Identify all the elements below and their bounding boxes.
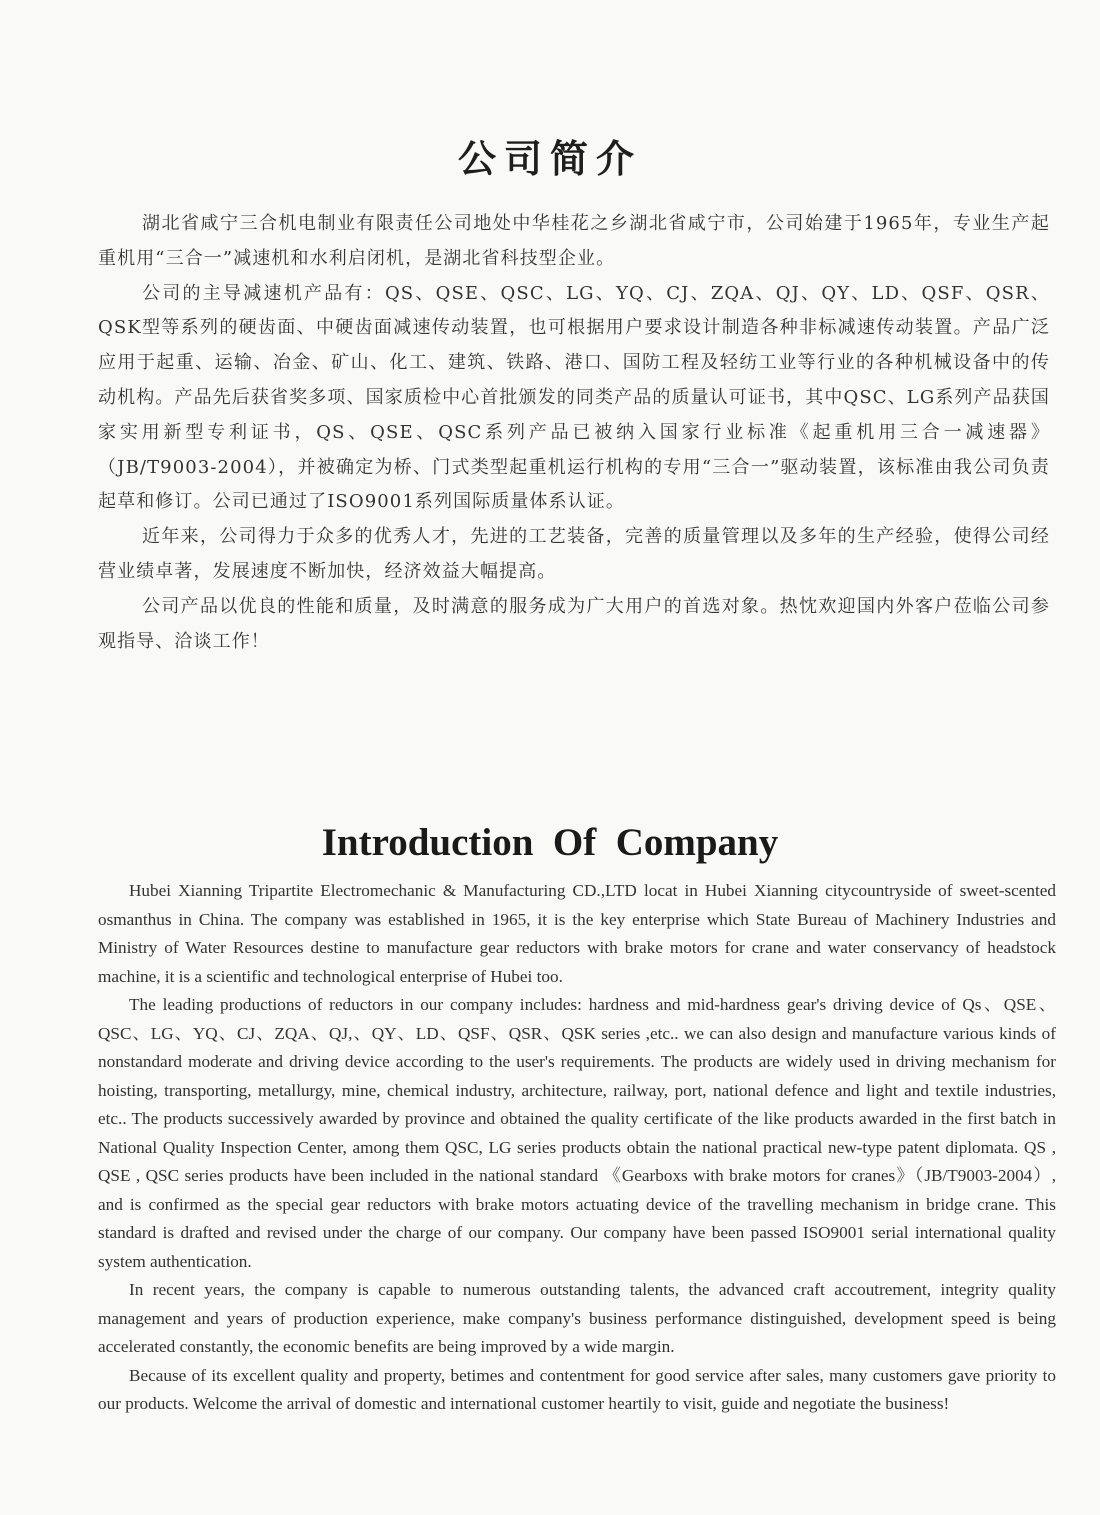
chinese-paragraph-3: 近年来，公司得力于众多的优秀人才，先进的工艺装备，完善的质量管理以及多年的生产经验，使得公司经营业绩卓著，发展速度不断加快，经济效益大幅提高。 [98,526,1050,582]
chinese-body [98,207,1050,659]
chinese-title: 公司简介 [457,137,642,181]
chinese-paragraph-4: 公司产品以优良的性能和质量，及时满意的服务成为广大用户的首选对象。热忱欢迎国内外客户莅临公司参观指导、洽谈工作！ [98,595,1050,652]
english-paragraph-4: Because of its excellent quality and property, betimes and contentment for good service after sales, many customers gave priority to our products. Welcome the arrival of domestic and international customer heartily to visit, guide and negotiate the business! [98,1365,1056,1413]
english-paragraph-1: Hubei Xianning Tripartite Electromechanic & Manufacturing CD.,LTD locat in Hubei Xianning citycountryside of sweet-scented osmanthus in China. The company was established in 1965, it is the key enterprise which State Bureau of Machinery Industries and Ministry of Water Resources destine to manufacture gear reductors with brake motors for crane and water conservancy of headstock machine, it is a scientific and technological enterprise of Hubei too. [98,881,1056,986]
english-paragraph-2: The leading productions of reductors in our company includes: hardness and mid-hardness gear's driving device of Qs、QSE、QSC、LG、YQ、CJ、ZQA、QJ,、QY、LD、QSF、QSR、QSK series ,etc.. we can also design and manufacture various kinds of nonstandard moderate and driving device according to the user's requirements. The products are widely used in driving mechanism for hoisting, transporting, metallurgy, mine, chemical industry, architecture, railway, port, national defence and light and textile industries, etc.. The products successively awarded by province and obtained the quality certificate of the like products awarded in the first batch in National Quality Inspection Center, among them QSC, LG series products obtain the national practical new-type patent diplomata. QS , QSE , QSC series products have been included in the national standard 《Gearboxs with brake motors for cranes》（JB/T9003-2004）, and is confirmed as the special gear reductors with brake motors actuating device of the travelling mechanism in bridge crane. This standard is drafted and revised under the charge of our company. Our company have been passed ISO9001 serial international quality system authentication. [98,995,1056,1271]
chinese-paragraph-2: 公司的主导减速机产品有：QS、QSE、QSC、LG、YQ、CJ、ZQA、QJ、QY、LD、QSF、QSR、QSK型等系列的硬齿面、中硬齿面减速传动装置，也可根据用户要求设计制造各种非标减速传动装置。产品广泛应用于起重、运输、冶金、矿山、化工、建筑、铁路、港口、国防工程及轻纺工业等行业的各种机械设备中的传动机构。产品先后获省奖多项、国家质检中心首批颁发的同类产品的质量认可证书，其中QSC、LG系列产品获国家实用新型专利证书，QS、QSE、QSC系列产品已被纳入国家行业标准《起重机用三合一减速器》（JB/T9003-2004），并被确定为桥、门式类型起重机运行机构的专用“三合一”驱动装置，该标准由我公司负责起草和修订。公司已通过了ISO9001系列国际质量体系认证。 [98,282,1050,513]
chinese-paragraph-1: 湖北省咸宁三合机电制业有限责任公司地处中华桂花之乡湖北省咸宁市，公司始建于1965年，专业生产起重机用“三合一”减速机和水利启闭机，是湖北省科技型企业。 [98,213,1050,269]
english-paragraph-3: In recent years, the company is capable to numerous outstanding talents, the advanced craft accoutrement, integrity quality management and years of production experience, make company's business performance distinguished, development speed is being accelerated constantly, the economic benefits are being improved by a wide margin. [98,1280,1056,1356]
english-title: Introduction Of Company [321,821,779,864]
english-body [98,877,1056,1419]
